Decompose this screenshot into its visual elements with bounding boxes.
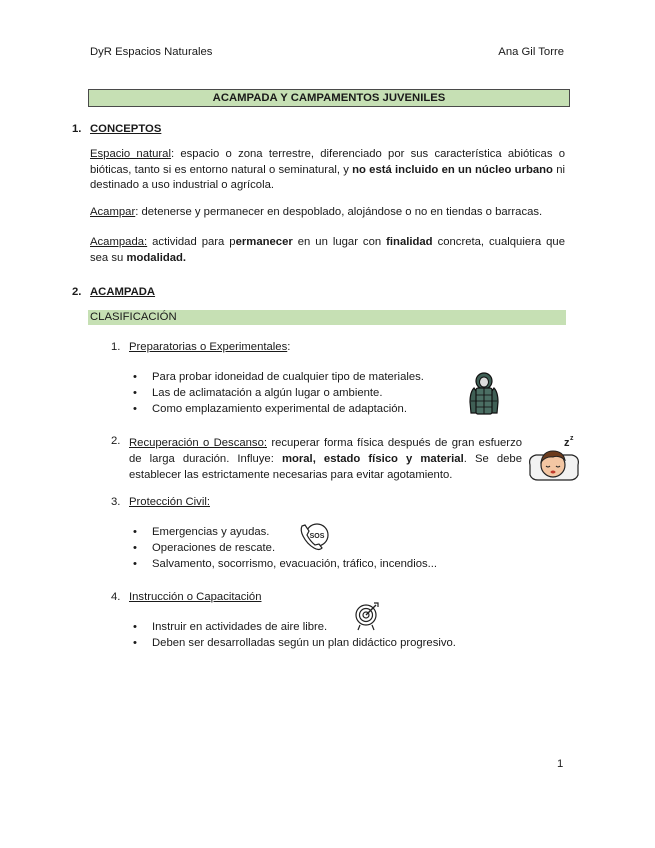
list-item: Las de aclimatación a algún lugar o ambiente. bbox=[152, 387, 383, 399]
term-acampada: Acampada: bbox=[90, 236, 148, 248]
list-item: Instruir en actividades de aire libre. bbox=[152, 621, 328, 633]
list-item: Operaciones de rescate. bbox=[152, 542, 276, 554]
clasificacion-heading: CLASIFICACIÓN bbox=[88, 310, 566, 325]
bold-text: finalidad bbox=[386, 236, 433, 248]
bold-text: no está incluido en un núcleo urbano bbox=[352, 163, 553, 176]
paragraph-text: recuperar forma física después de gran esfuerzo de larga duración. Influye: bbox=[129, 437, 523, 465]
item-1-heading bbox=[129, 341, 290, 353]
paragraph-text: : detenerse y permanecer en despoblado, alojándose o no en tiendas o barracas. bbox=[135, 206, 543, 218]
item-3-number: 3. bbox=[111, 496, 121, 508]
paragraph-text: : espacio o zona terrestre, diferenciado por sus característica abióticas o bióticas, tanto si es entorno natural o seminatural, y bbox=[90, 148, 565, 176]
list-item: Emergencias y ayudas. bbox=[152, 526, 270, 538]
section-1-number: 1. bbox=[72, 123, 82, 135]
bold-text: modalidad. bbox=[126, 251, 187, 264]
paragraph-text: en un lugar con bbox=[292, 236, 387, 248]
bullet: • bbox=[133, 526, 137, 538]
target-icon bbox=[354, 601, 380, 631]
paragraph-text: concreta, cualquiera que sea su bbox=[90, 236, 565, 264]
item-3-title: Protección Civil: bbox=[129, 496, 210, 508]
item-2-number: 2. bbox=[111, 435, 121, 447]
item-2-title: Recuperación o Descanso: bbox=[129, 437, 267, 449]
paragraph-espacio-natural bbox=[90, 147, 565, 194]
section-2-title: ACAMPADA bbox=[90, 286, 156, 298]
document-title: ACAMPADA Y CAMPAMENTOS JUVENILES bbox=[88, 89, 570, 107]
paragraph-acampar bbox=[90, 205, 565, 221]
bullet: • bbox=[133, 621, 137, 633]
list-item: Como emplazamiento experimental de adaptación. bbox=[152, 403, 407, 415]
bullet: • bbox=[133, 371, 137, 383]
bullet: • bbox=[133, 542, 137, 554]
sleep-z-small: z bbox=[570, 435, 574, 442]
page-number: 1 bbox=[557, 758, 564, 770]
paragraph-acampada bbox=[90, 235, 565, 266]
item-4-number: 4. bbox=[111, 591, 121, 603]
item-1-suffix: : bbox=[287, 341, 291, 353]
item-1-title: Preparatorias o Experimentales bbox=[129, 341, 288, 353]
paragraph-text: . Se debe establecer las estrictamente necesarias para evitar agotamiento. bbox=[129, 453, 522, 481]
list-item: Para probar idoneidad de cualquier tipo de materiales. bbox=[152, 371, 424, 383]
section-2-number: 2. bbox=[72, 286, 82, 298]
header-left: DyR Espacios Naturales bbox=[90, 46, 213, 58]
sleep-z-large: z bbox=[564, 437, 570, 449]
jacket-icon bbox=[466, 372, 502, 416]
paragraph-text: ni destinado a uso industrial o agrícola. bbox=[90, 163, 566, 191]
sos-phone-icon bbox=[299, 520, 331, 552]
list-item: Deben ser desarrolladas según un plan didáctico progresivo. bbox=[152, 637, 456, 649]
sleeping-face-icon bbox=[526, 435, 582, 481]
bullet: • bbox=[133, 403, 137, 415]
bold-text: moral, estado físico y material bbox=[281, 453, 464, 465]
item-4-title: Instrucción o Capacitación bbox=[129, 591, 262, 603]
header-right: Ana Gil Torre bbox=[498, 46, 564, 58]
bullet: • bbox=[133, 387, 137, 399]
bold-text: ermanecer bbox=[235, 236, 293, 248]
term-acampar: Acampar bbox=[90, 206, 136, 218]
term-espacio-natural: Espacio natural bbox=[90, 148, 171, 160]
item-1-number: 1. bbox=[111, 341, 121, 353]
bullet: • bbox=[133, 558, 137, 570]
bullet: • bbox=[133, 637, 137, 649]
paragraph-text: actividad para p bbox=[147, 236, 236, 248]
item-2-paragraph bbox=[129, 435, 522, 483]
section-1-title: CONCEPTOS bbox=[90, 123, 162, 135]
list-item: Salvamento, socorrismo, evacuación, tráfico, incendios... bbox=[152, 558, 438, 570]
sos-label: SOS bbox=[309, 533, 325, 540]
